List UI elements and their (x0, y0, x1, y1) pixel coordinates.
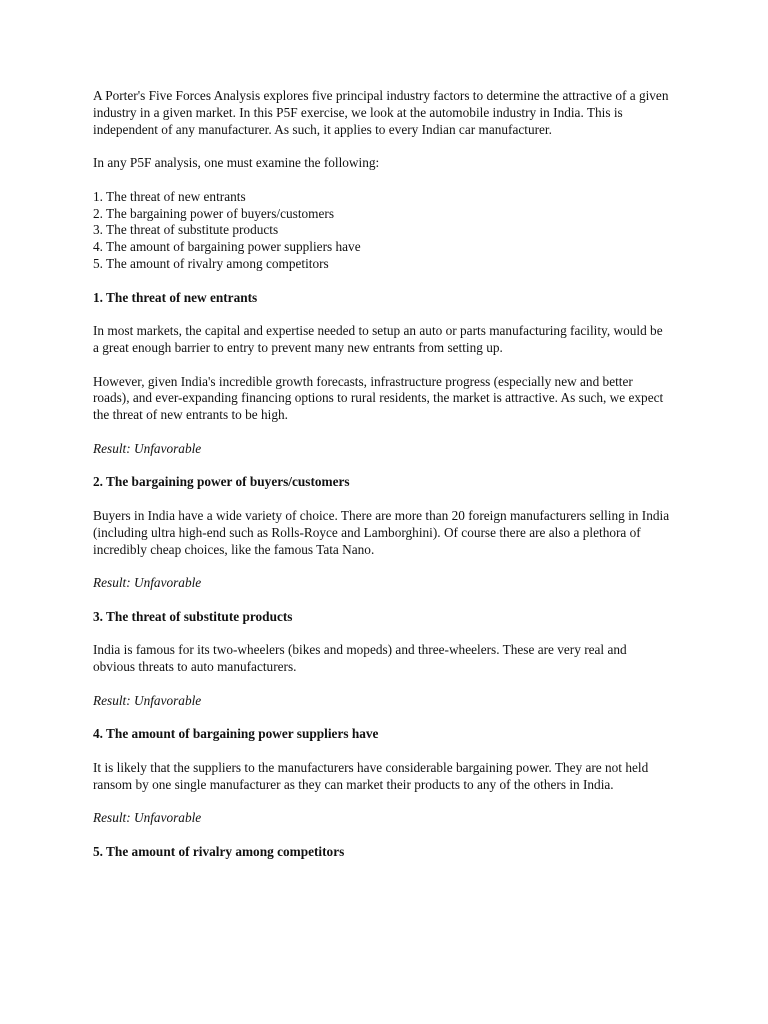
forces-list (93, 189, 671, 273)
section-paragraph: In most markets, the capital and expertise needed to setup an auto or parts manufacturing facility, would be a great enough barrier to entry to prevent many new entrants from setting up. (93, 323, 663, 355)
section-paragraph: Buyers in India have a wide variety of choice. There are more than 20 foreign manufacturers selling in India (including ultra high-end such as Rolls-Royce and Lamborghini). Of course there are also a plethora of incredibly cheap choices, like the famous Tata Nano. (93, 507, 670, 557)
section-result: Result: Unfavorable (93, 810, 202, 826)
section-result: Result: Unfavorable (93, 575, 202, 591)
section-result: Result: Unfavorable (93, 692, 202, 708)
list-item: 4. The amount of bargaining power suppliers have (93, 239, 361, 255)
section-paragraph: However, given India's incredible growth forecasts, infrastructure progress (especially new and better roads), and ever-expanding financing options to rural residents, the market is attractive. As such, we expect the threat of new entrants to be high. (93, 373, 664, 423)
section-heading-supplier-power: 4. The amount of bargaining power suppliers have (93, 726, 379, 742)
section-heading-new-entrants: 1. The threat of new entrants (93, 289, 258, 305)
document-body (93, 88, 671, 877)
section-paragraph: It is likely that the suppliers to the manufacturers have considerable bargaining power. They are not held ransom by one single manufacturer as they can market their products to any of the others in India. (93, 759, 649, 792)
section-heading-rivalry: 5. The amount of rivalry among competitors (93, 843, 345, 859)
section-heading-substitutes: 3. The threat of substitute products (93, 608, 293, 624)
section-paragraph: India is famous for its two-wheelers (bikes and mopeds) and three-wheelers. These are very real and obvious threats to auto manufacturers. (93, 642, 627, 675)
section-heading-buyer-power: 2. The bargaining power of buyers/customers (93, 474, 350, 490)
intro-lead-in: In any P5F analysis, one must examine the following: (93, 155, 380, 171)
list-item: 2. The bargaining power of buyers/customers (93, 205, 335, 221)
intro-paragraph: A Porter's Five Forces Analysis explores five principal industry factors to determine the attractive of a given industry in a given market. In this P5F exercise, we look at the automobile industry in India. This is independent of any manufacturer. As such, it applies to every Indian car manufacturer. (93, 88, 669, 137)
list-item: 3. The threat of substitute products (93, 222, 279, 238)
list-item: 1. The threat of new entrants (93, 188, 246, 204)
section-result: Result: Unfavorable (93, 440, 202, 456)
list-item: 5. The amount of rivalry among competitors (93, 255, 329, 271)
